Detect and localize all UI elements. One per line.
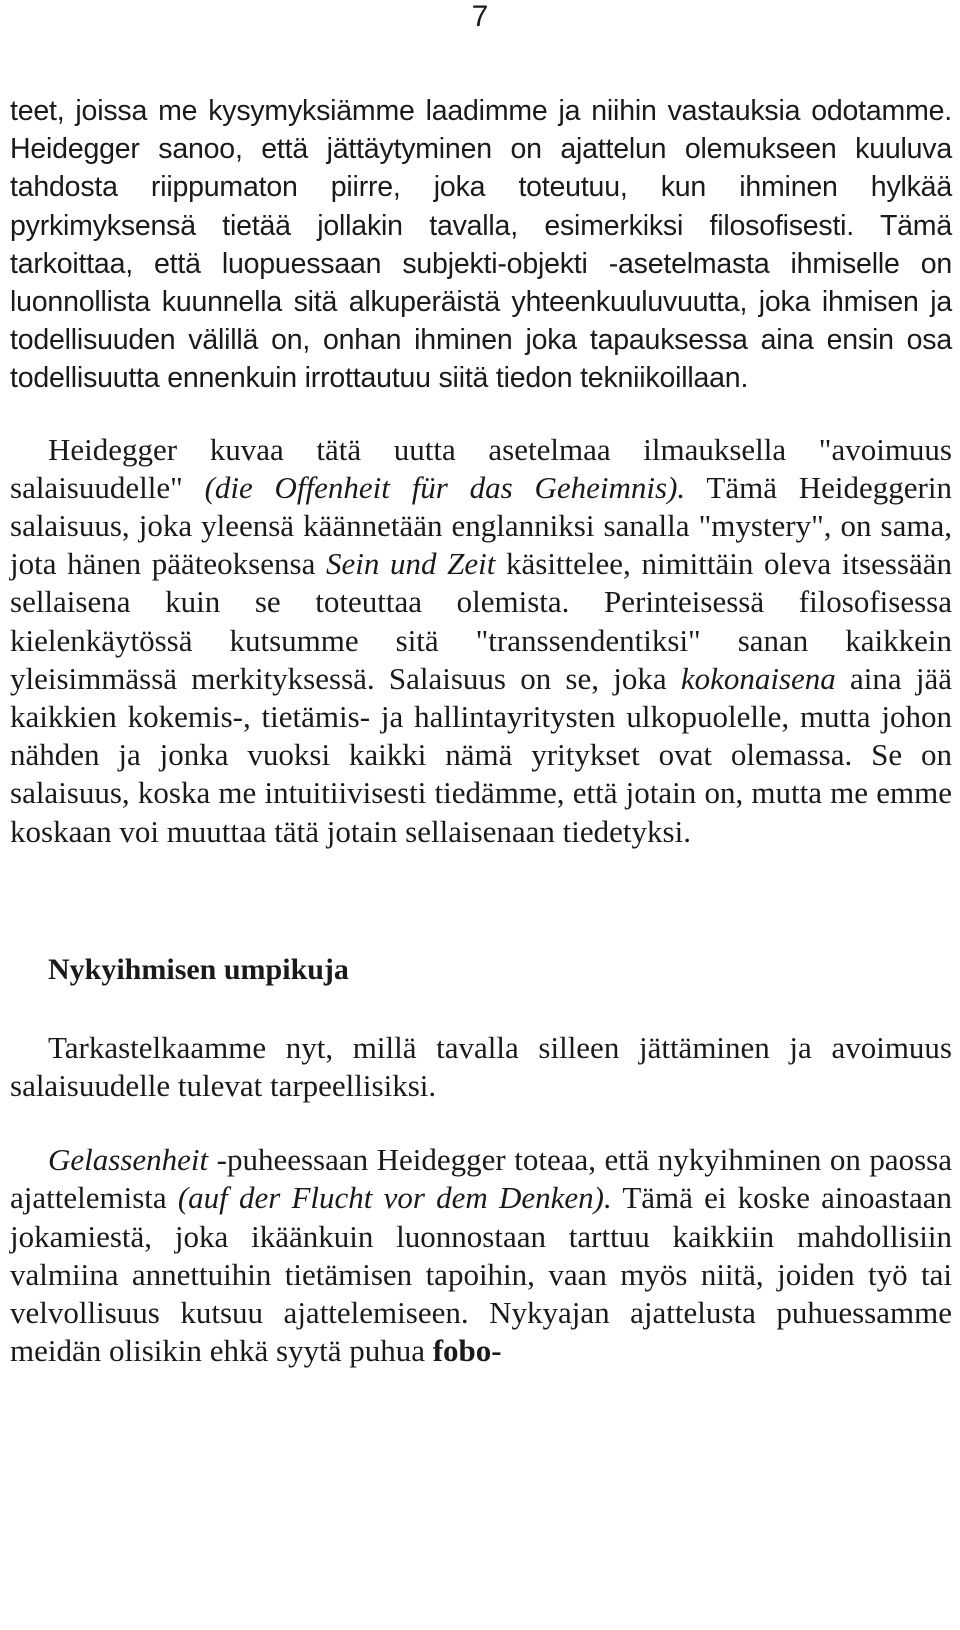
paragraph-2-italic-1: (die Offenheit für das Geheimnis). — [204, 469, 686, 505]
paragraph-2 — [10, 431, 952, 851]
paragraph-2-italic-3: kokonaisena — [680, 660, 836, 696]
paragraph-2-text-3: käsittelee, nimittäin oleva itsessään sellaisena kuin se toteuttaa olemista. Perinteisessä filosofisessa kielenkäytössä kutsumme sitä "transsendentiksi" sanan kaikkein yleisimmässä merkityksessä. Salaisuus on se, joka — [10, 546, 952, 696]
page-body — [10, 92, 952, 1370]
page-number: 7 — [471, 0, 489, 33]
paragraph-4-italic-1: Gelassenheit — [48, 1142, 209, 1178]
paragraph-3: Tarkastelkaamme nyt, millä tavalla silleen jättäminen ja avoimuus salaisuudelle tulevat tarpeellisiksi. — [10, 1029, 952, 1104]
paragraph-4 — [10, 1141, 952, 1370]
paragraph-1: teet, joissa me kysymyksiämme laadimme ja niihin vastauksia odotamme. Heidegger sanoo, että jättäytyminen on ajattelun olemukseen kuuluva tahdosta riippumaton piirre, joka toteutuu, kun ihminen hylkää pyrkimyksensä tietää jollakin tavalla, esimerkiksi filosofisesti. Tämä tarkoittaa, että luopuessaan subjekti-objekti -asetelmasta ihmiselle on luonnollista kuunnella sitä alkuperäistä yhteenkuuluvuutta, joka ihmisen ja todellisuuden välillä on, onhan ihminen joka tapauksessa aina ensin osa todellisuutta ennenkuin irrottautuu siitä tiedon tekniikoillaan. — [10, 95, 952, 395]
paragraph-4-bold-1: fobo- — [432, 1333, 502, 1369]
paragraph-2-italic-2: Sein und Zeit — [325, 546, 496, 582]
paragraph-2-text-4: aina jää kaikkien kokemis-, tietämis- ja hallintayritysten ulkopuolelle, mutta johon nähden ja jonka vuoksi kaikki nämä yritykset ovat olemassa. Se on salaisuus, koska me intuitiivisesti tiedämme, että jotain on, mutta me emme koskaan voi muuttaa tätä jotain sellaisenaan tiedetyksi. — [10, 660, 952, 849]
paragraph-2-text-2: Tämä Heideggerin salaisuus, joka yleensä käännetään englanniksi sanalla "mystery", on sama, jota hänen pääteoksensa — [10, 469, 952, 582]
section-heading: Nykyihmisen umpikuja — [48, 952, 349, 986]
paragraph-4-italic-2: (auf der Flucht vor dem Denken). — [177, 1180, 612, 1216]
paragraph-2-text-1: Heidegger kuvaa tätä uutta asetelmaa ilmauksella "avoimuus salaisuudelle" — [10, 431, 952, 505]
paragraph-4-text-1: -puheessaan Heidegger toteaa, että nykyihminen on paossa ajattelemista — [10, 1142, 952, 1216]
paragraph-4-text-2: Tämä ei koske ainoastaan jokamiestä, joka ikäänkuin luonnostaan tarttuu kaikkiin mahdollisiin valmiina annettuihin tietämisen tapoihin, vaan myös niitä, joiden työ tai velvollisuus kutsuu ajattelemiseen. Nykyajan ajattelusta puhuessamme meidän olisikin ehkä syytä puhua — [10, 1180, 953, 1369]
